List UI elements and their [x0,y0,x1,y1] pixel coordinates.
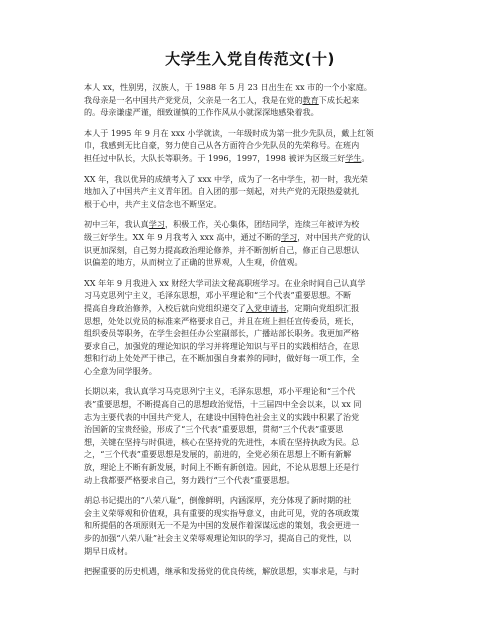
text-run: 识更加深刻，自己努力提高政治理论修养，并不断剖析自己，修正自己思想认 [84,244,360,255]
text-run: 根于心中，共产主义信念也不断坚定。 [84,198,222,209]
text-line [84,315,416,328]
text-line [84,81,416,94]
text-run: 治国新的宝贵经验，形成了“三个代表”重要思想，贯彻“三个代表”重要思 [84,424,344,435]
text-line [84,461,416,474]
text-line [84,411,416,424]
text-line [84,218,416,231]
paragraph [84,173,416,211]
text-run: 下成长起来 [318,94,360,105]
text-line [84,185,416,198]
text-line [84,365,416,378]
text-run: 会主义荣辱观和价值观，具有重要的现实指导意义，由此可见，党的各项政策 [84,507,360,518]
text-run: 。 [361,152,370,163]
document-body [84,81,416,578]
text-run: 我母亲是一名中国共产党党员，父亲是一名工人，我是在党的 [84,94,303,105]
text-run: 放，理论上不断有新发展，时间上不断有新创造。因此，不论从思想上还是行 [84,462,360,473]
text-run: 胡总书记提出的“八荣八耻”，倒像鲜明，内涵深厚，充分体现了新时期的社 [84,495,352,506]
text-run: 地加入了中国共产主义青年团。自入团的那一刻起，对共产党的无限热爱就扎 [84,186,360,197]
text-line [84,302,416,315]
text-run: 把握重要的历史机遇，继承和发扬党的优良传统，解放思想，实事求是，与时 [84,566,360,577]
text-run: ，积极工作，关心集体，团结同学，连续三年被评为校 [164,219,360,230]
text-run: XX 年年 9 月我进入 xx 财经大学司法文秘高职班学习。在业余时间自己认真学 [84,277,366,288]
text-run: ，对中国共产党的认 [297,231,371,242]
text-line [84,256,416,269]
text-line [84,507,416,520]
text-line [84,173,416,186]
text-run: 步的加强“八荣八耻”社会主义荣辱观理论知识的学习，提高自己的党性，以 [84,533,352,543]
text-line [84,545,416,558]
text-run: 表”重要思想，不断提高自己的思想政治觉悟，十三届四中全会以来，以 xx 同 [84,399,362,410]
inline-link[interactable]: 学习 [148,219,165,230]
text-line [84,519,416,532]
inline-link[interactable]: 教育 [302,94,319,105]
text-run: 要求自己，加强党的理论知识的学习并将理论知识与平日的实践相结合，在思 [84,340,360,351]
text-line [84,127,416,140]
text-line [84,474,416,487]
text-line [84,436,416,449]
text-run: ，定期向党组织汇报 [286,302,360,313]
inline-link[interactable]: 入党申请书 [245,302,287,313]
inline-link[interactable]: 学习 [281,231,298,242]
text-run: 心全意为同学服务。 [84,365,157,376]
text-run: 组织委员等职务，在学生会担任办公室副部长，广播站部长职务。我更加严格 [84,328,360,339]
paragraph [84,277,416,378]
paragraph [84,565,416,578]
text-line [84,398,416,411]
text-run: 本人 xx，性别男，汉族人，于 1988 年 5 月 23 日出生在 xx 市的一个小家庭。 [84,82,372,92]
text-line [84,340,416,353]
text-line [84,277,416,290]
text-run: 巾，我感到无比自豪，努力使自己从各方面符合少先队员的先荣称号。在班内 [84,140,360,151]
text-line [84,244,416,257]
paragraph [84,218,416,268]
text-run: 提高自身政治修养，入校后就向党组织递交了 [84,302,246,313]
paragraph [84,494,416,557]
text-line [84,139,416,152]
text-run: 之，“三个代表”重要思想是发展的，前进的，全党必须在思想上不断有新解 [84,449,352,460]
text-line [84,231,416,244]
text-run: 期早日成材。 [84,545,133,556]
text-line [84,423,416,436]
text-line [84,198,416,211]
text-run: 的。母亲谦虚严谨，细致谨慎的工作作风从小就深深地感染着我。 [84,107,319,118]
text-run: 动上我都要严格要求自己，努力践行“三个代表”重要思想。 [84,474,295,485]
text-line [84,106,416,119]
text-line [84,327,416,340]
text-run: 识偏差的地方，从而树立了正确的世界观，人生观，价值观。 [84,257,303,268]
text-run: 志为主要代表的中国共产党人，在建设中国特色社会主义的实践中积累了治党 [84,411,360,422]
paragraph [84,127,416,165]
text-line [84,352,416,365]
text-run: 习马克思列宁主义，毛泽东思想，邓小平理论和“三个代表”重要思想。不断 [84,290,352,301]
paragraph [84,385,416,486]
text-run: 想，关键在坚持与时俱进，核心在坚持党的先进性，本质在坚持执政为民。总 [84,436,360,447]
text-run: XX 年，我以优异的成绩考入了 xxx 中学，成为了一名中学生，初一时，我光荣 [84,173,368,184]
text-run: 本人于 1995 年 9 月在 xxx 小学就读，一年级时成为第一批少先队员，戴上红领 [84,127,374,138]
text-line [84,94,416,107]
text-run: 想和行动上处处严于律己，在不断加强自身素养的同时，做好每一项工作，全 [84,353,360,364]
text-line [84,448,416,461]
text-run: 思想，处处以党员的标准来严格要求自己，并且在班上担任宣传委员，班长， [84,315,360,326]
text-run: 长期以来，我认真学习马克思列宁主义，毛泽东思想，邓小平理论和“三个代 [84,386,356,397]
text-line [84,565,416,578]
text-line [84,494,416,507]
text-line [84,152,416,165]
text-line [84,289,416,302]
text-line [84,532,416,545]
text-run: 担任过中队长，大队长等职务。于 1996，1997，1998 被评为区级三好 [84,152,346,163]
text-run: 初中三年，我认真 [84,219,149,230]
text-line [84,385,416,398]
text-run: 和所提倡的各项原则无一不是为中国的发展作着深谋远虑的策划，我会更进一 [84,520,360,531]
document-title: 大学生入党自传范文(十) [165,50,335,68]
text-run: 级三好学生。XX 年 9 月我考入 xxx 高中，通过不断的 [84,231,282,242]
inline-link[interactable]: 学生 [345,152,362,163]
paragraph [84,81,416,119]
